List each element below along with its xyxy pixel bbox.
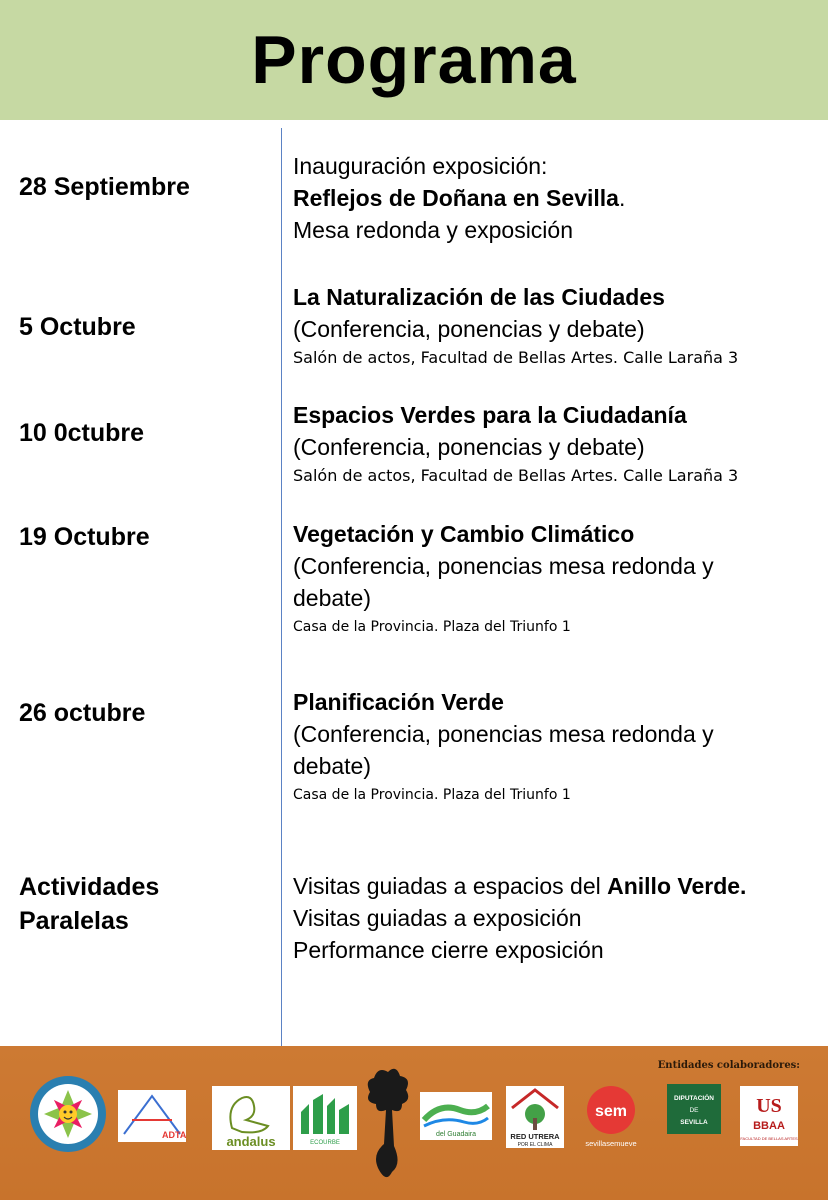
sem-text: sem	[594, 1103, 628, 1120]
universidad-bellas-artes-logo	[740, 1086, 798, 1146]
entry-detail: (Conferencia, ponencias mesa redonda y debate)	[293, 721, 714, 779]
entry-line: Inauguración exposición:	[293, 153, 548, 179]
diputacion-sevilla-logo	[667, 1084, 721, 1134]
guadaira-text: del Guadaira	[435, 1131, 477, 1138]
entry-title: Espacios Verdes para la Ciudadanía	[293, 402, 687, 428]
guadaira-logo	[420, 1092, 492, 1140]
red-utrera-text: RED UTRERA	[510, 1132, 560, 1141]
entry-place: Casa de la Provincia. Plaza del Triunfo 1	[293, 619, 571, 635]
entry-detail: (Conferencia, ponencias y debate)	[293, 434, 645, 460]
us-text: US	[756, 1095, 782, 1117]
red-utrera-logo	[506, 1086, 564, 1148]
entry-place: Salón de actos, Facultad de Bellas Artes. Calle Laraña 3	[293, 466, 739, 485]
tree-silhouette-icon	[362, 1064, 414, 1188]
diputacion-text-1: DIPUTACIÓN	[674, 1095, 714, 1102]
parallel-label	[19, 870, 159, 938]
entry-title: Reflejos de Doñana en Sevilla	[293, 185, 619, 211]
date-label: 26 octubre	[19, 699, 146, 727]
andalus-logo	[212, 1086, 290, 1150]
diputacion-text-3: SEVILLA	[680, 1119, 708, 1126]
date-label: 28 Septiembre	[19, 173, 190, 201]
entry-detail: (Conferencia, ponencias y debate)	[293, 316, 645, 342]
parallel-activities	[293, 870, 823, 966]
parallel-item-bold: Anillo Verde.	[607, 873, 747, 899]
entry-place: Casa de la Provincia. Plaza del Triunfo 1	[293, 787, 571, 803]
schedule-entry	[293, 399, 823, 489]
date-label: 5 Octubre	[19, 313, 136, 341]
parallel-label-line: Actividades	[19, 873, 160, 901]
parallel-item: Performance cierre exposición	[293, 937, 604, 963]
schedule-entry	[293, 281, 823, 371]
ecourbe-text: ECOURBE	[310, 1140, 340, 1146]
entry-title-line	[293, 182, 823, 214]
column-divider	[281, 128, 282, 1048]
footer-logos-band	[0, 1046, 828, 1200]
parallel-item-text: Visitas guiadas a espacios del	[293, 873, 608, 899]
schedule-entry	[293, 686, 793, 808]
andalus-text: andalus	[226, 1134, 276, 1149]
entry-title: La Naturalización de las Ciudades	[293, 284, 665, 310]
page-title: Programa	[251, 22, 577, 98]
date-label: 19 Octubre	[19, 523, 150, 551]
collaborators-label: Entidades colaboradores:	[657, 1060, 800, 1071]
parallel-label-line: Paralelas	[19, 907, 129, 935]
entry-title-suffix: .	[618, 185, 626, 211]
ecourbe-logo	[293, 1086, 357, 1150]
schedule-entry	[293, 150, 823, 246]
sem-subtext: sevillasemueve	[585, 1139, 637, 1148]
parallel-item: Visitas guiadas a exposición	[293, 905, 582, 931]
date-label: 10 0ctubre	[19, 419, 145, 447]
entry-detail: Mesa redonda y exposición	[293, 217, 573, 243]
bbaa-subtext: FACULTAD DE BELLAS ARTES	[740, 1136, 798, 1141]
sem-logo	[578, 1080, 644, 1150]
entry-title: Vegetación y Cambio Climático	[293, 521, 635, 547]
header-banner	[0, 0, 828, 120]
bbaa-text: BBAA	[753, 1120, 785, 1132]
adta-text: ADTA	[162, 1130, 186, 1140]
adta-logo	[118, 1090, 186, 1142]
schedule-entry	[293, 518, 793, 640]
red-utrera-subtext: POR EL CLIMA	[517, 1142, 553, 1148]
entry-title: Planificación Verde	[293, 689, 504, 715]
parallel-item	[293, 870, 823, 902]
entry-detail: (Conferencia, ponencias mesa redonda y debate)	[293, 553, 714, 611]
diputacion-text-2: DE	[689, 1107, 699, 1114]
entry-place: Salón de actos, Facultad de Bellas Artes. Calle Laraña 3	[293, 348, 739, 367]
mandala-logo	[28, 1074, 108, 1154]
